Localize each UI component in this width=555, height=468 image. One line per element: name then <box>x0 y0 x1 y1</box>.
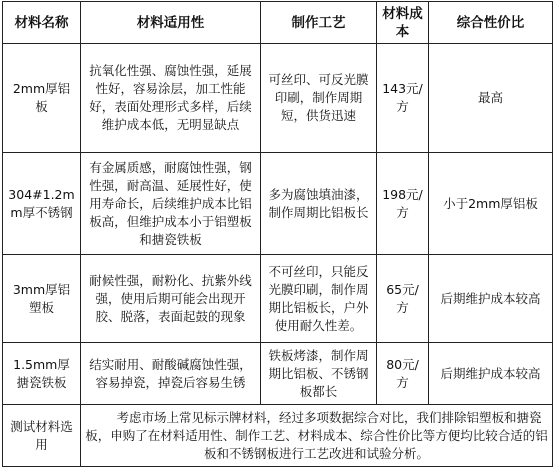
header-process: 制作工艺 <box>261 2 377 44</box>
table-row <box>3 44 553 153</box>
suitability-cell: 耐候性强，耐粉化、抗紫外线强，使用后期可能会出现开胶、脱落，表面起鼓的现象 <box>81 255 261 343</box>
table-row <box>3 153 553 255</box>
test-material-description: 考虑市场上常见标示牌材料，经过多项数据综合对比，我们排除铝塑板和搪瓷板，申购了在材料适用性、制作工艺、材料成本、综合性价比等方便均比较合适的铝板和不锈钢板进行工艺改进和试验分析。 <box>81 405 553 467</box>
cost-cell: 143元/方 <box>377 44 429 153</box>
header-suitability: 材料适用性 <box>81 2 261 44</box>
header-material-name: 材料名称 <box>3 2 81 44</box>
suitability-cell: 抗氧化性强、腐蚀性强，延展性好，容易涂层，加工性能好，表面处理形式多样，后续维护成本低，无明显缺点 <box>81 44 261 153</box>
header-cost: 材料成本 <box>377 2 429 44</box>
value-cell: 最高 <box>429 44 553 153</box>
table-row <box>3 255 553 343</box>
suitability-cell: 结实耐用、耐酸碱腐蚀性强，容易掉瓷，掉瓷后容易生锈 <box>81 343 261 405</box>
table-row <box>3 343 553 405</box>
cost-cell: 198元/方 <box>377 153 429 255</box>
cost-cell: 65元/方 <box>377 255 429 343</box>
header-value: 综合性价比 <box>429 2 553 44</box>
process-cell: 可丝印、可反光膜印刷，制作周期短，供货迅速 <box>261 44 377 153</box>
material-name-cell: 2mm厚铝板 <box>3 44 81 153</box>
material-name-cell: 304#1.2mm厚不锈钢 <box>3 153 81 255</box>
suitability-cell: 有金属质感，耐腐蚀性强，钢性强，耐高温、延展性好，使用寿命长，后续维护成本比铝板高，但维护成本小于铝塑板和搪瓷铁板 <box>81 153 261 255</box>
material-name-cell: 3mm厚铝塑板 <box>3 255 81 343</box>
material-comparison-table <box>2 1 553 467</box>
value-cell: 小于2mm厚铝板 <box>429 153 553 255</box>
value-cell: 后期维护成本较高 <box>429 255 553 343</box>
test-material-label: 测试材料选用 <box>3 405 81 467</box>
process-cell: 不可丝印，只能反光膜印刷，制作周期比铝板长，户外使用耐久性差。 <box>261 255 377 343</box>
process-cell: 多为腐蚀填油漆，制作周期比铝板长 <box>261 153 377 255</box>
header-row <box>3 2 553 44</box>
cost-cell: 80元/方 <box>377 343 429 405</box>
process-cell: 铁板烤漆，制作周期比铝板、不锈钢板都长 <box>261 343 377 405</box>
test-material-row <box>3 405 553 467</box>
value-cell: 后期维护成本较高 <box>429 343 553 405</box>
material-name-cell: 1.5mm厚搪瓷铁板 <box>3 343 81 405</box>
